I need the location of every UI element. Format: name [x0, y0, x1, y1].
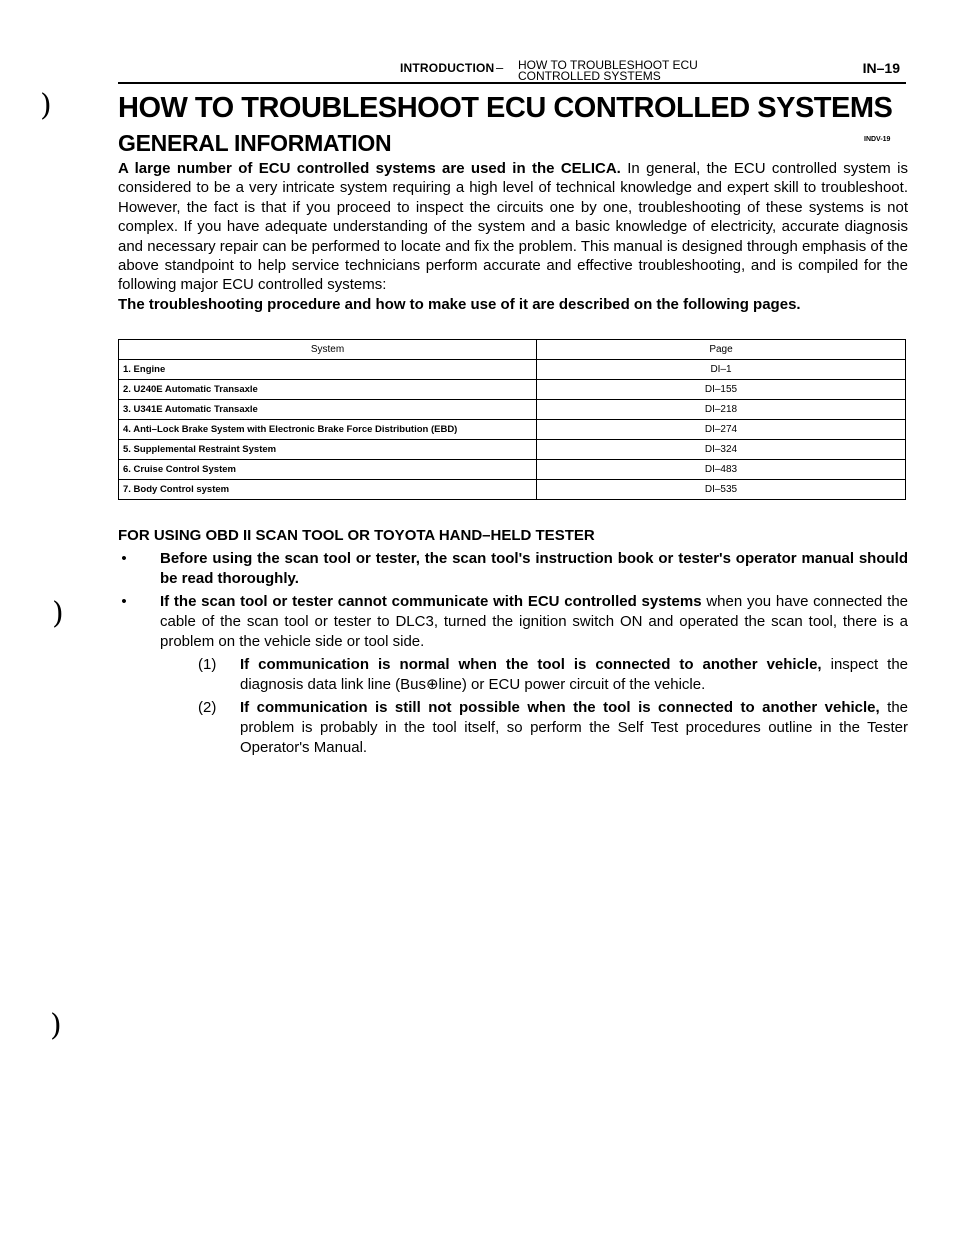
sub-item-number: (1): [198, 656, 217, 673]
column-header-page: Page: [537, 340, 906, 360]
intro-lead: A large number of ECU controlled systems are used in the CELICA.: [118, 160, 621, 177]
list-item: [118, 592, 908, 758]
section-code: INDV-19: [864, 136, 891, 143]
sub-item-lead: If communication is normal when the tool is connected to another vehicle,: [240, 656, 822, 673]
page-cell: DI–535: [537, 480, 906, 500]
obd-list: [118, 549, 908, 761]
column-header-system: System: [119, 340, 537, 360]
bullet-text: Before using the scan tool or tester, the scan tool's instruction book or tester's operator manual should be read thoroughly.: [160, 550, 908, 587]
intro-body: In general, the ECU controlled system is considered to be a very intricate system requiring a high level of technical knowledge and expert skill to troubleshoot. However, the fact is that if you proceed to inspect the circuits one by one, troubleshooting of these systems is not complex. If you have adequate understanding of the system and a basic knowledge of electricity, accurate diagnosis and necessary repair can be performed to locate and fix the problem. This manual is designed through emphasis of the above standpoint to help service technicians perform accurate and effective troubleshooting, and is compiled for the following major ECU controlled systems:: [118, 160, 908, 294]
sub-item-number: (2): [198, 699, 217, 716]
page-cell: DI–218: [537, 400, 906, 420]
page-cell: DI–324: [537, 440, 906, 460]
binding-mark: ): [50, 1008, 62, 1043]
sub-item-lead: If communication is still not possible when the tool is connected to another vehicle,: [240, 699, 880, 716]
page-cell: DI–274: [537, 420, 906, 440]
binding-mark: ): [52, 596, 64, 631]
page-cell: DI–155: [537, 380, 906, 400]
header-section: INTRODUCTION: [400, 61, 495, 75]
table-row: [119, 420, 906, 440]
table-row: [119, 480, 906, 500]
systems-table: [118, 339, 906, 500]
list-item: [118, 549, 908, 589]
bullet-lead: If the scan tool or tester cannot communicate with ECU controlled systems: [160, 593, 702, 610]
sub-item: [160, 655, 908, 695]
system-cell: 6. Cruise Control System: [119, 460, 537, 480]
system-cell: 1. Engine: [119, 360, 537, 380]
page-cell: DI–483: [537, 460, 906, 480]
sub-item-text: the problem is probably in the tool itself, so perform the Self Test procedures outline in the Tester Operator's Manual.: [240, 699, 909, 756]
header-page-number: IN–19: [862, 60, 900, 76]
table-row: [119, 460, 906, 480]
system-cell: 3. U341E Automatic Transaxle: [119, 400, 537, 420]
page-title: HOW TO TROUBLESHOOT ECU CONTROLLED SYSTEMS: [118, 92, 893, 124]
header-chapter: HOW TO TROUBLESHOOT ECU CONTROLLED SYSTEMS: [518, 58, 698, 83]
header-dash: –: [496, 60, 504, 75]
bullet-text: when you have connected the cable of the scan tool or tester to DLC3, turned the ignition switch ON and operated the scan tool, there is a problem on the vehicle side or tool side.: [160, 593, 909, 650]
table-header-row: [119, 340, 906, 360]
system-cell: 5. Supplemental Restraint System: [119, 440, 537, 460]
system-cell: 2. U240E Automatic Transaxle: [119, 380, 537, 400]
running-header: [118, 56, 906, 84]
intro-paragraph: [118, 159, 908, 314]
sub-item-text: inspect the diagnosis data link line (Bus⊕line) or ECU power circuit of the vehicle.: [240, 656, 909, 693]
intro-procedure: The troubleshooting procedure and how to make use of it are described on the following pages.: [118, 295, 801, 313]
table-row: [119, 380, 906, 400]
general-information-heading: GENERAL INFORMATION: [118, 130, 392, 156]
binding-mark: ): [40, 88, 52, 123]
sub-item: [160, 698, 908, 758]
obd-heading: FOR USING OBD II SCAN TOOL OR TOYOTA HAND–HELD TESTER: [118, 527, 595, 544]
table-row: [119, 400, 906, 420]
bullet-icon: •: [121, 593, 127, 610]
page-cell: DI–1: [537, 360, 906, 380]
system-cell: 4. Anti–Lock Brake System with Electronic Brake Force Distribution (EBD): [119, 420, 537, 440]
table-row: [119, 440, 906, 460]
bullet-icon: •: [121, 550, 127, 567]
system-cell: 7. Body Control system: [119, 480, 537, 500]
table-row: [119, 360, 906, 380]
